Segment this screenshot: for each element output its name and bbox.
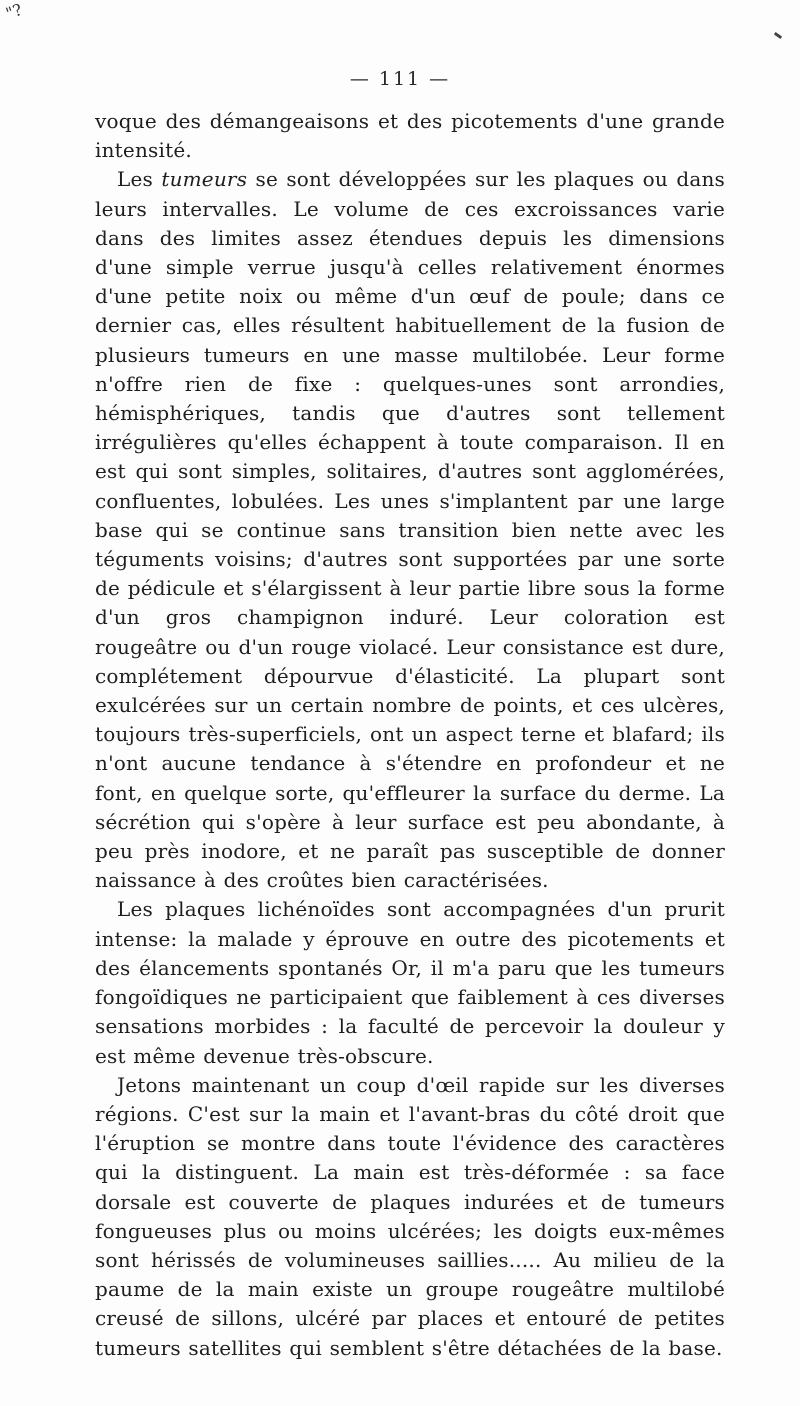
italic-term: tumeurs (161, 167, 248, 192)
paragraph-tumeurs (95, 165, 725, 895)
corner-ink-mark: "? (3, 0, 25, 24)
paragraph-continuation (95, 107, 725, 165)
paragraph-text: Les plaques lichénoïdes sont accompagnées d'un prurit intense: la malade y éprouve en outre des picotements et des élancements spontanés Or, il m'a paru que les tumeurs fongoïdiques ne participaient que faiblement à ces diverses sensations morbides : la faculté de percevoir la douleur y est même devenue très-obscure. (95, 897, 725, 1068)
page-number: — 111 — (349, 68, 451, 90)
paragraph-text: Jetons maintenant un coup d'œil rapide sur les diverses régions. C'est sur la main et l'avant-bras du côté droit que l'éruption se montre dans toute l'évidence des caractères qui la distinguent. La main est très-déformée : sa face dorsale est couverte de plaques indurées et de tumeurs fongueuses plus ou moins ulcérées; les doigts eux-mêmes sont hérissés de volumineuses saillies..... Au milieu de la paume de la main existe un groupe rougeâtre multilobé creusé de sillons, ulcéré par places et entouré de petites tumeurs satellites qui semblent s'être détachées de la base. (95, 1072, 725, 1360)
paragraph-text: se sont développées sur les plaques ou dans leurs intervalles. Le volume de ces excroissances varie dans des limites assez étendues depuis les dimensions d'une simple verrue jusqu'à celles relativement énormes d'une petite noix ou même d'un œuf de poule; dans ce dernier cas, elles résultent habituellement de la fusion de plusieurs tumeurs en une masse multilobée. Leur forme n'offre rien de fixe : quelques-unes sont arrondies, hémisphériques, tandis que d'autres sont tellement irrégulières qu'elles échappent à toute comparaison. Il en est qui sont simples, solitaires, d'autres sont agglomérées, confluentes, lobulées. Les unes s'implantent par une large base qui se continue sans transition bien nette avec les téguments voisins; d'autres sont supportées par une sorte de pédicule et s'élargissent à leur partie libre sous la forme d'un gros champignon induré. Leur coloration est rougeâtre ou d'un rouge violacé. Leur consistance est dure, complétement dépourvue d'élasticité. La plupart sont exulcérées sur un certain nombre de points, et ces ulcères, toujours très-superficiels, ont un aspect terne et blafard; ils n'ont aucune tendance à s'étendre en profondeur et ne font, en quelque sorte, qu'effleurer la surface du derme. La sécrétion qui s'opère à leur surface est peu abondante, à peu près inodore, et ne paraît pas susceptible de donner naissance à des croûtes bien caractérisées. (95, 167, 725, 893)
paragraph-plaques (95, 895, 725, 1070)
paragraph-regions (95, 1071, 725, 1363)
paragraph-lead: Les (117, 167, 162, 192)
paragraph-text: voque des démangeaisons et des picotements d'une grande intensité. (95, 109, 725, 163)
edge-ink-mark (774, 32, 782, 39)
body-text (95, 107, 725, 1363)
